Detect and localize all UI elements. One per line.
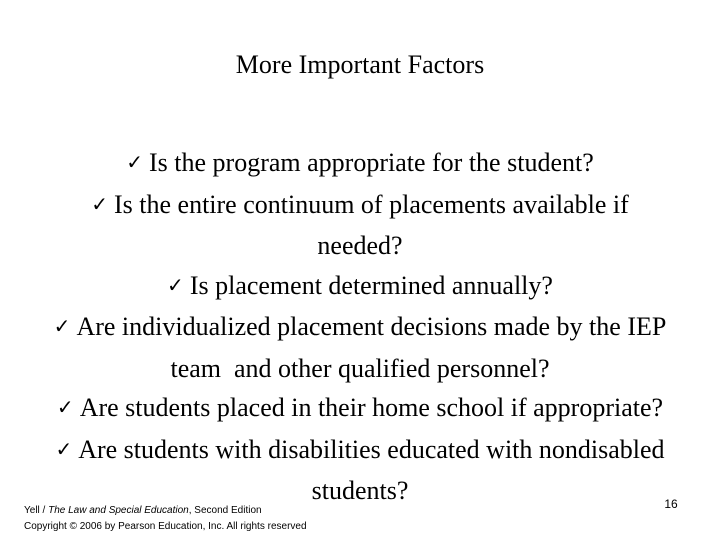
bullet-text-continued: team and other qualified personnel? — [170, 353, 550, 383]
checkmark-icon: ✓ — [167, 272, 184, 297]
bullet-item — [0, 185, 720, 266]
checkmark-icon: ✓ — [53, 314, 71, 338]
checkmark-icon: ✓ — [91, 191, 108, 216]
bullet-item — [0, 307, 720, 388]
bullet-text-continued: students? — [311, 476, 409, 505]
slide-title: More Important Factors — [235, 50, 485, 79]
checkmark-icon: ✓ — [56, 395, 74, 419]
bullet-item — [0, 388, 720, 430]
bullet-text: Are individualized placement decisions made by the IEP — [76, 312, 667, 341]
page-number: 16 — [664, 497, 678, 511]
bullet-text: Are students placed in their home school if appropriate? — [79, 393, 664, 422]
bullet-item — [0, 430, 720, 511]
bullet-text-continued: needed? — [317, 231, 403, 260]
footer-credit — [24, 503, 307, 535]
bullet-text: Are students with disabilities educated with nondisabled — [78, 434, 665, 464]
bullet-text: Is the program appropriate for the student? — [149, 148, 594, 177]
bullet-item — [0, 266, 720, 308]
footer-copyright: Copyright © 2006 by Pearson Education, Inc. All rights reserved — [24, 521, 307, 532]
footer-book-line — [24, 503, 307, 519]
bullet-text: Is placement determined annually? — [189, 270, 553, 300]
footer-author: Yell / — [24, 505, 49, 516]
footer-book-title: The Law and Special Education — [48, 505, 189, 516]
bullet-text: Is the entire continuum of placements available if — [114, 189, 629, 219]
checkmark-icon: ✓ — [55, 436, 73, 461]
checkmark-icon: ✓ — [126, 150, 144, 174]
bullet-list — [0, 143, 720, 511]
bullet-item — [0, 143, 720, 185]
footer-edition: , Second Edition — [188, 505, 262, 516]
